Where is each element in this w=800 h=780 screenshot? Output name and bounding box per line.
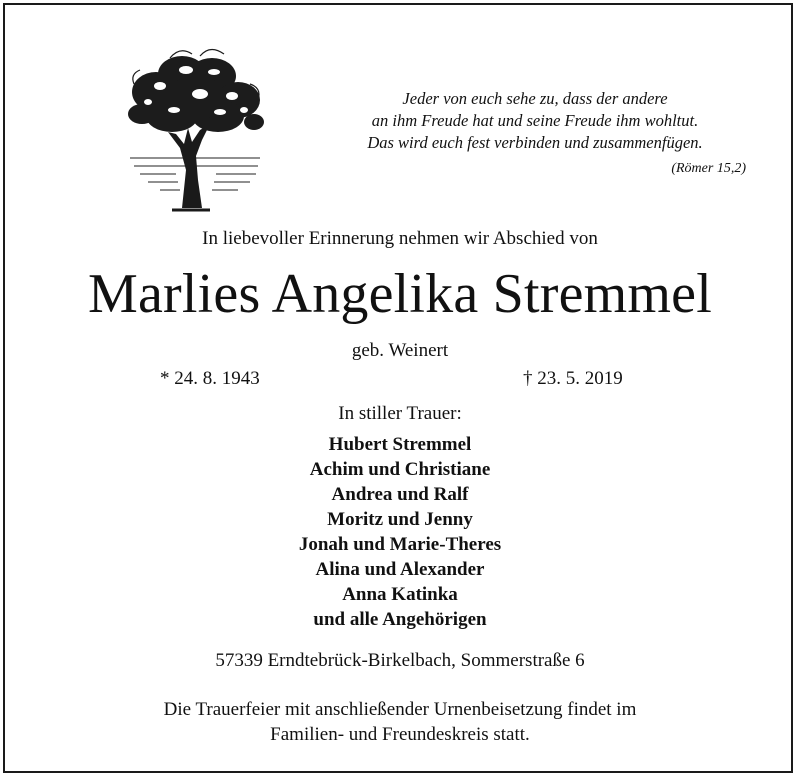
- death-date: † 23. 5. 2019: [523, 368, 623, 389]
- family-member: und alle Angehörigen: [313, 609, 487, 630]
- maiden-name: geb. Weinert: [351, 340, 449, 361]
- notice-line: Die Trauerfeier mit anschließender Urnenbeisetzung findet im: [163, 699, 637, 720]
- intro-text: In liebevoller Erinnerung nehmen wir Abschied von: [202, 228, 598, 249]
- family-member: Achim und Christiane: [309, 459, 491, 480]
- notice-line: Familien- und Freundeskreis statt.: [270, 724, 530, 745]
- family-member: Hubert Stremmel: [328, 434, 472, 455]
- funeral-notice: [0, 697, 800, 747]
- address: 57339 Erndtebrück-Birkelbach, Sommerstraße 6: [215, 650, 585, 671]
- mourning-heading: In stiller Trauer:: [338, 403, 462, 424]
- tree-illustration-icon: [120, 40, 268, 215]
- family-member: Andrea und Ralf: [331, 484, 469, 505]
- verse-line: Jeder von euch sehe zu, dass der andere: [402, 89, 668, 108]
- family-list: [0, 432, 800, 632]
- family-member: Alina und Alexander: [315, 559, 485, 580]
- verse-line: Das wird euch fest verbinden und zusammenfügen.: [367, 133, 703, 152]
- verse-reference: (Römer 15,2): [671, 161, 746, 176]
- family-member: Jonah und Marie-Theres: [298, 534, 502, 555]
- bible-verse: [320, 88, 750, 154]
- birth-date: * 24. 8. 1943: [160, 368, 260, 389]
- deceased-name: Marlies Angelika Stremmel: [88, 263, 712, 325]
- family-member: Anna Katinka: [342, 584, 458, 605]
- family-member: Moritz und Jenny: [327, 509, 473, 530]
- verse-line: an ihm Freude hat und seine Freude ihm wohltut.: [371, 111, 699, 130]
